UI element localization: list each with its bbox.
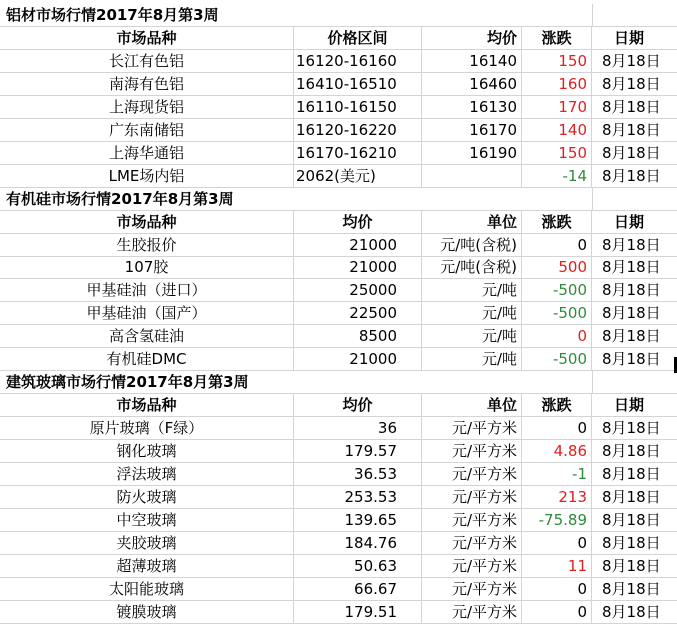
date-cell[interactable]: 8月18日 bbox=[592, 142, 677, 165]
price-range-cell[interactable]: 16120-16220 bbox=[294, 119, 422, 142]
column-header: 市场品种 bbox=[0, 211, 294, 234]
date-cell[interactable]: 8月18日 bbox=[592, 96, 677, 119]
change-cell[interactable]: 170 bbox=[522, 96, 592, 119]
date-cell[interactable]: 8月18日 bbox=[592, 234, 677, 257]
column-header: 单位 bbox=[422, 394, 522, 417]
price-range-cell[interactable]: 16110-16150 bbox=[294, 96, 422, 119]
column-header: 涨跌 bbox=[522, 27, 592, 50]
change-cell[interactable]: 160 bbox=[522, 73, 592, 96]
price-range-cell[interactable]: 16120-16160 bbox=[294, 50, 422, 73]
unit-cell[interactable]: 元/平方米 bbox=[422, 463, 522, 486]
date-cell[interactable]: 8月18日 bbox=[592, 325, 677, 348]
table-row[interactable] bbox=[0, 142, 677, 165]
average-price-cell[interactable]: 21000 bbox=[294, 234, 422, 257]
table-row[interactable] bbox=[0, 578, 677, 601]
change-cell[interactable]: -75.89 bbox=[522, 509, 592, 532]
average-price-cell[interactable]: 21000 bbox=[294, 348, 422, 371]
date-cell[interactable]: 8月18日 bbox=[592, 601, 677, 624]
cell-border bbox=[592, 371, 593, 394]
unit-cell[interactable]: 元/平方米 bbox=[422, 601, 522, 624]
price-range-cell[interactable]: 2062(美元) bbox=[294, 165, 422, 188]
product-name-cell[interactable]: 甲基硅油（国产） bbox=[0, 302, 294, 325]
table-row[interactable] bbox=[0, 234, 677, 257]
change-cell[interactable]: 0 bbox=[522, 234, 592, 257]
average-price-cell[interactable]: 25000 bbox=[294, 279, 422, 302]
average-price-cell[interactable]: 8500 bbox=[294, 325, 422, 348]
date-cell[interactable]: 8月18日 bbox=[592, 463, 677, 486]
header-row bbox=[0, 211, 677, 234]
unit-cell[interactable]: 元/吨 bbox=[422, 279, 522, 302]
price-range-cell[interactable]: 16410-16510 bbox=[294, 73, 422, 96]
column-header: 日期 bbox=[592, 211, 677, 234]
change-cell[interactable]: 150 bbox=[522, 50, 592, 73]
average-price-cell[interactable]: 184.76 bbox=[294, 532, 422, 555]
unit-cell[interactable]: 元/平方米 bbox=[422, 440, 522, 463]
unit-cell[interactable]: 元/吨 bbox=[422, 348, 522, 371]
product-name-cell[interactable]: 太阳能玻璃 bbox=[0, 578, 294, 601]
average-price-cell[interactable]: 16190 bbox=[422, 142, 522, 165]
table-row[interactable] bbox=[0, 256, 677, 279]
product-name-cell[interactable]: 上海华通铝 bbox=[0, 142, 294, 165]
product-name-cell[interactable]: 南海有色铝 bbox=[0, 73, 294, 96]
table-row[interactable] bbox=[0, 325, 677, 348]
unit-cell[interactable]: 元/平方米 bbox=[422, 509, 522, 532]
average-price-cell[interactable]: 139.65 bbox=[294, 509, 422, 532]
unit-cell[interactable]: 元/平方米 bbox=[422, 532, 522, 555]
date-cell[interactable]: 8月18日 bbox=[592, 73, 677, 96]
date-cell[interactable]: 8月18日 bbox=[592, 486, 677, 509]
average-price-cell[interactable]: 21000 bbox=[294, 256, 422, 279]
date-cell[interactable]: 8月18日 bbox=[592, 417, 677, 440]
unit-cell[interactable]: 元/平方米 bbox=[422, 555, 522, 578]
change-cell[interactable]: -500 bbox=[522, 348, 592, 371]
column-header: 日期 bbox=[592, 394, 677, 417]
table-row[interactable] bbox=[0, 486, 677, 509]
change-cell[interactable]: -14 bbox=[522, 165, 592, 188]
table-row[interactable] bbox=[0, 463, 677, 486]
table-row[interactable] bbox=[0, 73, 677, 96]
table-row[interactable] bbox=[0, 50, 677, 73]
average-price-cell[interactable]: 179.57 bbox=[294, 440, 422, 463]
product-name-cell[interactable]: LME场内铝 bbox=[0, 165, 294, 188]
average-price-cell[interactable]: 36.53 bbox=[294, 463, 422, 486]
column-header: 均价 bbox=[422, 27, 522, 50]
change-cell[interactable]: 4.86 bbox=[522, 440, 592, 463]
table-row[interactable] bbox=[0, 417, 677, 440]
unit-cell[interactable]: 元/平方米 bbox=[422, 417, 522, 440]
change-cell[interactable]: -500 bbox=[522, 279, 592, 302]
date-cell[interactable]: 8月18日 bbox=[592, 302, 677, 325]
column-header: 均价 bbox=[294, 211, 422, 234]
product-name-cell[interactable]: 钢化玻璃 bbox=[0, 440, 294, 463]
change-cell[interactable]: 0 bbox=[522, 325, 592, 348]
average-price-cell[interactable]: 66.67 bbox=[294, 578, 422, 601]
section-title: 建筑玻璃市场行情2017年8月第3周 bbox=[0, 371, 677, 394]
product-name-cell[interactable]: 高含氢硅油 bbox=[0, 325, 294, 348]
header-row bbox=[0, 27, 677, 50]
table-row[interactable] bbox=[0, 532, 677, 555]
price-range-cell[interactable]: 16170-16210 bbox=[294, 142, 422, 165]
product-name-cell[interactable]: 广东南储铝 bbox=[0, 119, 294, 142]
table-row[interactable] bbox=[0, 348, 677, 371]
average-price-cell[interactable]: 16130 bbox=[422, 96, 522, 119]
date-cell[interactable]: 8月18日 bbox=[592, 279, 677, 302]
column-header: 均价 bbox=[294, 394, 422, 417]
table-row[interactable] bbox=[0, 601, 677, 624]
average-price-cell[interactable]: 16460 bbox=[422, 73, 522, 96]
date-cell[interactable]: 8月18日 bbox=[592, 509, 677, 532]
product-name-cell[interactable]: 中空玻璃 bbox=[0, 509, 294, 532]
date-cell[interactable]: 8月18日 bbox=[592, 256, 677, 279]
average-price-cell[interactable]: 253.53 bbox=[294, 486, 422, 509]
unit-cell[interactable]: 元/吨 bbox=[422, 302, 522, 325]
change-cell[interactable]: 0 bbox=[522, 601, 592, 624]
change-cell[interactable]: -1 bbox=[522, 463, 592, 486]
column-header: 日期 bbox=[592, 27, 677, 50]
change-cell[interactable]: 11 bbox=[522, 555, 592, 578]
date-cell[interactable]: 8月18日 bbox=[592, 119, 677, 142]
change-cell[interactable]: 150 bbox=[522, 142, 592, 165]
table-row[interactable] bbox=[0, 279, 677, 302]
table-row[interactable] bbox=[0, 509, 677, 532]
date-cell[interactable]: 8月18日 bbox=[592, 165, 677, 188]
product-name-cell[interactable]: 夹胶玻璃 bbox=[0, 532, 294, 555]
average-price-cell[interactable]: 50.63 bbox=[294, 555, 422, 578]
table-row[interactable] bbox=[0, 440, 677, 463]
product-name-cell[interactable]: 超薄玻璃 bbox=[0, 555, 294, 578]
section-title: 铝材市场行情2017年8月第3周 bbox=[0, 4, 677, 27]
unit-cell[interactable]: 元/吨(含税) bbox=[422, 234, 522, 257]
average-price-cell[interactable] bbox=[422, 165, 522, 188]
change-cell[interactable]: 0 bbox=[522, 417, 592, 440]
change-cell[interactable]: 213 bbox=[522, 486, 592, 509]
product-name-cell[interactable]: 防火玻璃 bbox=[0, 486, 294, 509]
product-name-cell[interactable]: 原片玻璃（F绿） bbox=[0, 417, 294, 440]
table-row[interactable] bbox=[0, 165, 677, 188]
cell-border bbox=[592, 4, 593, 27]
column-header: 价格区间 bbox=[294, 27, 422, 50]
column-header: 市场品种 bbox=[0, 394, 294, 417]
product-name-cell[interactable]: 浮法玻璃 bbox=[0, 463, 294, 486]
product-name-cell[interactable]: 上海现货铝 bbox=[0, 96, 294, 119]
column-header: 市场品种 bbox=[0, 27, 294, 50]
change-cell[interactable]: 0 bbox=[522, 532, 592, 555]
date-cell[interactable]: 8月18日 bbox=[592, 555, 677, 578]
date-cell[interactable]: 8月18日 bbox=[592, 50, 677, 73]
change-cell[interactable]: 0 bbox=[522, 578, 592, 601]
unit-cell[interactable]: 元/吨(含税) bbox=[422, 256, 522, 279]
product-name-cell[interactable]: 有机硅DMC bbox=[0, 348, 294, 371]
column-header: 涨跌 bbox=[522, 394, 592, 417]
section-title: 有机硅市场行情2017年8月第3周 bbox=[0, 188, 677, 211]
product-name-cell[interactable]: 107胶 bbox=[0, 256, 294, 279]
change-cell[interactable]: 140 bbox=[522, 119, 592, 142]
average-price-cell[interactable]: 16170 bbox=[422, 119, 522, 142]
table-row[interactable] bbox=[0, 302, 677, 325]
change-cell[interactable]: 500 bbox=[522, 256, 592, 279]
header-row bbox=[0, 394, 677, 417]
table-row[interactable] bbox=[0, 119, 677, 142]
date-cell[interactable]: 8月18日 bbox=[592, 348, 677, 371]
table-row[interactable] bbox=[0, 96, 677, 119]
date-cell[interactable]: 8月18日 bbox=[592, 578, 677, 601]
product-name-cell[interactable]: 生胶报价 bbox=[0, 234, 294, 257]
product-name-cell[interactable]: 镀膜玻璃 bbox=[0, 601, 294, 624]
average-price-cell[interactable]: 16140 bbox=[422, 50, 522, 73]
change-cell[interactable]: -500 bbox=[522, 302, 592, 325]
unit-cell[interactable]: 元/平方米 bbox=[422, 578, 522, 601]
date-cell[interactable]: 8月18日 bbox=[592, 532, 677, 555]
date-cell[interactable]: 8月18日 bbox=[592, 440, 677, 463]
average-price-cell[interactable]: 179.51 bbox=[294, 601, 422, 624]
column-header: 涨跌 bbox=[522, 211, 592, 234]
average-price-cell[interactable]: 36 bbox=[294, 417, 422, 440]
column-header: 单位 bbox=[422, 211, 522, 234]
average-price-cell[interactable]: 22500 bbox=[294, 302, 422, 325]
product-name-cell[interactable]: 长江有色铝 bbox=[0, 50, 294, 73]
cell-border bbox=[592, 188, 593, 211]
unit-cell[interactable]: 元/平方米 bbox=[422, 486, 522, 509]
table-row[interactable] bbox=[0, 555, 677, 578]
product-name-cell[interactable]: 甲基硅油（进口） bbox=[0, 279, 294, 302]
unit-cell[interactable]: 元/吨 bbox=[422, 325, 522, 348]
